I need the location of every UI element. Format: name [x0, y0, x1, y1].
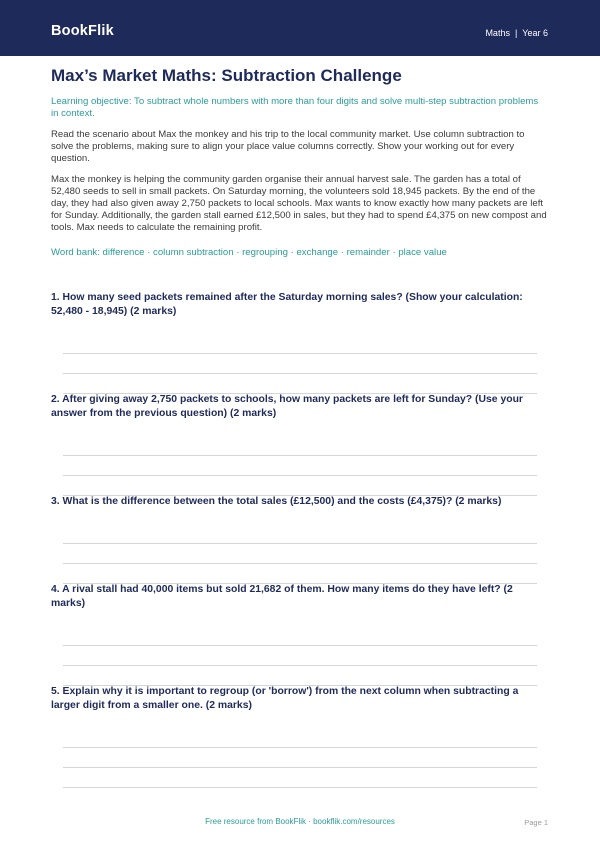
answer-line[interactable] — [63, 373, 537, 374]
subject-year-label — [485, 28, 548, 38]
answer-line[interactable] — [63, 665, 537, 666]
answer-line[interactable] — [63, 353, 537, 354]
page-title: Max’s Market Maths: Subtraction Challenge — [51, 66, 402, 85]
answer-line[interactable] — [63, 543, 537, 544]
answer-line[interactable] — [63, 455, 537, 456]
word-bank: Word bank: difference · column subtraction · regrouping · exchange · remainder · place value — [51, 247, 447, 258]
page-number: Page 1 — [524, 818, 548, 827]
instructions-paragraph: Read the scenario about Max the monkey and his trip to the local community market. Use column subtraction to solve the problems, making sure to align your place value columns correctly. Show your working out for every question. — [51, 129, 525, 164]
year-label: Year 6 — [522, 28, 548, 38]
answer-line[interactable] — [63, 767, 537, 768]
answer-line[interactable] — [63, 475, 537, 476]
answer-line[interactable] — [63, 747, 537, 748]
question-3: 3. What is the difference between the total sales (£12,500) and the costs (£4,375)? (2 marks) — [51, 496, 502, 507]
answer-line[interactable] — [63, 787, 537, 788]
answer-line[interactable] — [63, 645, 537, 646]
scenario-paragraph: Max the monkey is helping the community garden organise their annual harvest sale. The garden has a total of 52,480 seeds to sell in small packets. On Saturday morning, the volunteers sold 18,945 packets. By the end of the day, they had also given away 2,750 packets to local schools. Max wants to know exactly how many packets are left for Sunday. Additionally, the garden stall earned £12,500 in sales, but they had to spend £4,375 on new compost and tools. Max needs to calculate the remaining profit. — [51, 174, 547, 233]
question-1: 1. How many seed packets remained after the Saturday morning sales? (Show your calculation: 52,480 - 18,945) (2 marks) — [51, 292, 523, 317]
question-2: 2. After giving away 2,750 packets to schools, how many packets are left for Sunday? (Use your answer from the previous question) (2 marks) — [51, 394, 523, 419]
footer-text[interactable]: Free resource from BookFlik · bookflik.com/resources — [205, 817, 395, 826]
worksheet-intro — [51, 66, 547, 258]
brand-logo[interactable]: BookFlik — [51, 23, 114, 39]
subject-label: Maths — [485, 28, 510, 38]
question-4: 4. A rival stall had 40,000 items but sold 21,682 of them. How many items do they have left? (2 marks) — [51, 584, 513, 609]
meta-separator: | — [514, 28, 518, 38]
learning-objective: Learning objective: To subtract whole numbers with more than four digits and solve multi-step subtraction problems in context. — [51, 96, 539, 119]
answer-line[interactable] — [63, 563, 537, 564]
question-5: 5. Explain why it is important to regroup (or 'borrow') from the next column when subtracting a larger digit from a smaller one. (2 marks) — [51, 686, 519, 711]
page-header — [0, 0, 600, 56]
